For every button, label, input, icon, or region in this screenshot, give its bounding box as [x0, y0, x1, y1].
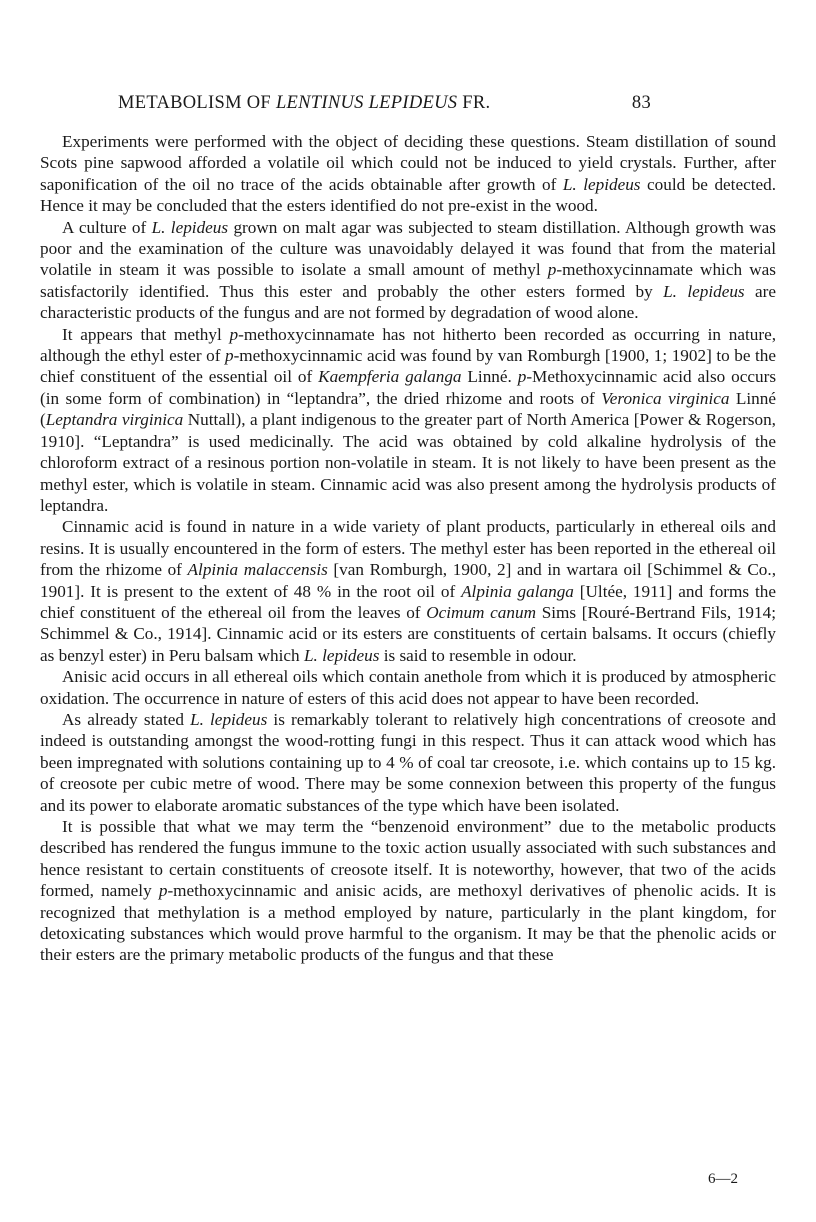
text-run: Linné (	[40, 388, 776, 430]
text-run: As already stated	[62, 709, 191, 729]
paragraph	[40, 324, 776, 517]
italic-term: p	[547, 260, 557, 280]
text-run: could be detected. Hence it may be concluded that the esters identified do not pre-exist in the wood.	[40, 174, 776, 216]
running-title: METABOLISM OF LENTINUS LEPIDEUS FR.	[118, 93, 491, 113]
italic-term: L. lepideus	[303, 645, 380, 665]
italic-term: Ocimum canum	[426, 602, 536, 622]
italic-term: Leptandra virginica	[45, 410, 184, 430]
text-run: -Methoxycinnamic acid also occurs (in some form of combination) in “leptandra”, the dried rhizome and roots of	[40, 367, 777, 408]
paragraph	[40, 131, 776, 217]
paragraph	[40, 709, 776, 816]
text-run: Linné.	[461, 367, 518, 387]
paragraph	[40, 816, 776, 966]
species-name-italic: LENTINUS LEPIDEUS	[275, 93, 458, 113]
italic-term: p	[229, 324, 239, 344]
text-run: are characteristic products of the fungus and are not formed by degradation of wood alone.	[40, 281, 776, 323]
text-run: grown on malt agar was subjected to steam distillation. Although growth was poor and the examination of the culture was unavoidably delayed it was found that from the material volatile in steam it was possible to isolate a small amount of methyl	[40, 217, 776, 280]
running-header	[118, 93, 651, 117]
italic-term: L. lepideus	[151, 217, 229, 237]
text-run: -methoxycinnamate which was satisfactorily identified. Thus this ester and probably the other esters formed by	[40, 260, 776, 301]
italic-term: Kaempferia galanga	[318, 367, 462, 387]
text-run: -methoxycinnamic and anisic acids, are methoxyl derivatives of phenolic acids. It is recognized that methylation is a method employed by nature, particularly in the plant kingdom, for detoxicating substances which would prove harmful to the organism. It may be that the phenolic acids or their esters are the primary metabolic products of the fungus and that these	[40, 881, 776, 965]
text-run: It appears that methyl	[62, 324, 230, 344]
text-run: [van Romburgh, 1900, 2] and in wartara oil [Schimmel & Co., 1901]. It is present to the extent of 48 % in the root oil of	[40, 560, 776, 601]
text-run: Sims [Rouré-Bertrand Fils, 1914; Schimmel & Co., 1914]. Cinnamic acid or its esters are constituents of certain balsams. It occurs (chiefly as benzyl ester) in Peru balsam which	[40, 602, 776, 665]
paragraph	[40, 516, 776, 666]
text-run: -methoxycinnamate has not hitherto been recorded as occurring in nature, although the ethyl ester of	[40, 324, 776, 366]
page-number: 83	[631, 93, 651, 113]
italic-term: p	[517, 367, 527, 387]
text-run: Anisic acid occurs in all ethereal oils which contain anethole from which it is produced by atmospheric oxidation. The occurrence in nature of esters of this acid does not appear to have been recorded.	[40, 667, 776, 708]
italic-term: L. lepideus	[663, 281, 745, 301]
italic-term: p	[158, 881, 168, 901]
text-run: Experiments were performed with the object of deciding these questions. Steam distillation of sound Scots pine sapwood afforded a volatile oil which could not be induced to yield crystals. Further, after saponification of the oil no trace of the acids obtainable after growth of	[40, 132, 776, 194]
text-run: is remarkably tolerant to relatively high concentrations of creosote and indeed is outstanding amongst the wood-rotting fungi in this respect. Thus it can attack wood which has been impregnated with solutions containing up to 4 % of coal tar creosote, i.e. which contains up to 15 kg. of creosote per cubic metre of wood. There may be some connexion between this property of the fungus and its power to elaborate aromatic substances of the type which have been isolated.	[40, 709, 777, 815]
text-run: A culture of	[62, 217, 152, 237]
italic-term: Alpinia malaccensis	[187, 560, 328, 580]
text-run: [Ultée, 1911] and forms the chief constituent of the ethereal oil from the leaves of	[40, 581, 776, 622]
italic-term: L. lepideus	[562, 174, 641, 194]
paragraph	[40, 666, 776, 709]
signature-mark: 6—2	[708, 1171, 738, 1187]
body-text	[40, 131, 776, 966]
italic-term: Alpinia galanga	[461, 581, 574, 601]
text-run: It is possible that what we may term the “benzenoid environment” due to the metabolic products described has rendered the fungus immune to the toxic action usually associated with such substances and hence resistant to certain constituents of creosote itself. It is noteworthy, however, that two of the acids formed, namely	[40, 817, 776, 901]
italic-term: Veronica virginica	[601, 388, 730, 408]
paragraph	[40, 217, 776, 324]
text-run: -methoxycinnamic acid was found by van Romburgh [1900, 1; 1902] to be the chief constituent of the essential oil of	[40, 346, 776, 387]
text-run: is said to resemble in odour.	[379, 645, 577, 665]
italic-term: L. lepideus	[190, 709, 268, 729]
text-run: Cinnamic acid is found in nature in a wide variety of plant products, particularly in ethereal oils and resins. It is usually encountered in the form of esters. The methyl ester has been reported in the ethereal oil from the rhizome of	[40, 517, 776, 580]
italic-term: p	[224, 346, 234, 366]
text-run: Nuttall), a plant indigenous to the greater part of North America [Power & Rogerson, 1910]. “Leptandra” is used medicinally. The acid was obtained by cold alkaline hydrolysis of the chloroform extract of a resinous portion non-volatile in steam. It is not likely to have been present as the methyl ester, which is volatile in steam. Cinnamic acid was also present among the hydrolysis products of leptandra.	[40, 410, 776, 515]
